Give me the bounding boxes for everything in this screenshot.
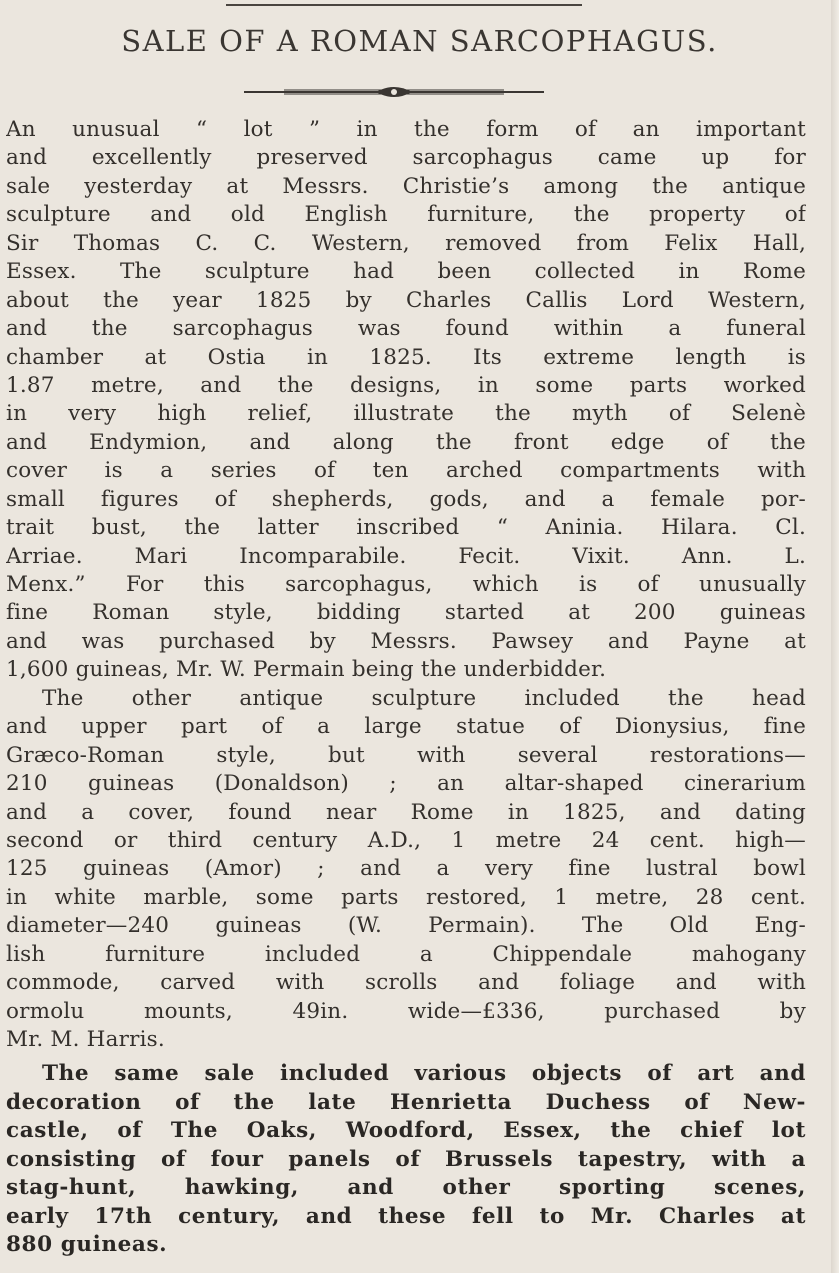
headline: SALE OF A ROMAN SARCOPHAGUS. [121,24,718,58]
text-line: sculpture and old English furniture, the property of [6,202,806,228]
text-line: stag-hunt, hawking, and other sporting scenes, [6,1175,806,1201]
text-line: commode, carved with scrolls and foliage and with [6,970,806,996]
text-line: 210 guineas (Donaldson) ; an altar-shaped cinerarium [6,771,806,797]
text-line: in very high relief, illustrate the myth of Selenè [6,401,806,427]
paragraph-3 [6,1060,806,1259]
text-line: ormolu mounts, 49in. wide—£336, purchased by [6,998,806,1024]
paper-edge [831,0,839,1273]
text-line: Mr. M. Harris. [6,1027,165,1052]
text-line: Menx.” For this sarcophagus, which is of unusually [6,572,806,597]
text-line: and was purchased by Messrs. Pawsey and Payne at [6,628,806,654]
text-line: cover is a series of ten arched compartments with [6,458,806,484]
text-line: 1.87 metre, and the designs, in some parts worked [6,372,806,398]
text-line: and the sarcophagus was found within a funeral [6,316,806,342]
text-line: Essex. The sculpture had been collected in Rome [6,259,806,285]
text-line: castle, of The Oaks, Woodford, Essex, the chief lot [6,1118,806,1144]
text-line: fine Roman style, bidding started at 200 guineas [6,600,806,626]
text-line: 1,600 guineas, Mr. W. Permain being the underbidder. [6,657,607,683]
text-line: The other antique sculpture included the head [42,685,806,711]
text-line: chamber at Ostia in 1825. Its extreme length is [6,344,806,370]
text-line: An unusual “ lot ” in the form of an important [6,117,806,142]
text-line: Sir Thomas C. C. Western, removed from Felix Hall, [6,230,806,256]
text-line: Arriae. Mari Incomparabile. Fecit. Vixit. Ann. L. [6,543,806,569]
text-line: and upper part of a large statue of Dionysius, fine [6,714,806,740]
text-line: lish furniture included a Chippendale mahogany [6,941,806,967]
paragraph-2 [6,685,806,1055]
text-line: about the year 1825 by Charles Callis Lord Western, [6,287,806,313]
article-body [6,116,806,1260]
text-line: trait bust, the latter inscribed “ Aninia. Hilara. Cl. [6,515,806,541]
text-line: diameter—240 guineas (W. Permain). The Old Eng- [6,913,806,939]
text-line: and excellently preserved sarcophagus came up for [6,145,806,171]
text-line: small figures of shepherds, gods, and a female por- [6,486,806,512]
text-line: decoration of the late Henrietta Duchess of New- [6,1089,806,1115]
text-line: 125 guineas (Amor) ; and a very fine lustral bowl [6,856,806,882]
text-line: and Endymion, and along the front edge of the [6,429,806,455]
text-line: second or third century A.D., 1 metre 24 cent. high— [6,827,806,853]
text-line: and a cover, found near Rome in 1825, and dating [6,799,806,825]
text-line: The same sale included various objects of art and [42,1061,806,1087]
paragraph-1 [6,116,806,685]
text-line: consisting of four panels of Brussels tapestry, with a [6,1146,806,1172]
ornamental-divider [244,84,544,100]
text-line: 880 guineas. [6,1232,168,1258]
text-line: early 17th century, and these fell to Mr. Charles at [6,1203,806,1229]
text-line: Græco-Roman style, but with several restorations— [6,742,806,768]
text-line: in white marble, some parts restored, 1 metre, 28 cent. [6,884,806,910]
top-rule [226,4,582,6]
text-line: sale yesterday at Messrs. Christie’s among the antique [6,173,806,199]
